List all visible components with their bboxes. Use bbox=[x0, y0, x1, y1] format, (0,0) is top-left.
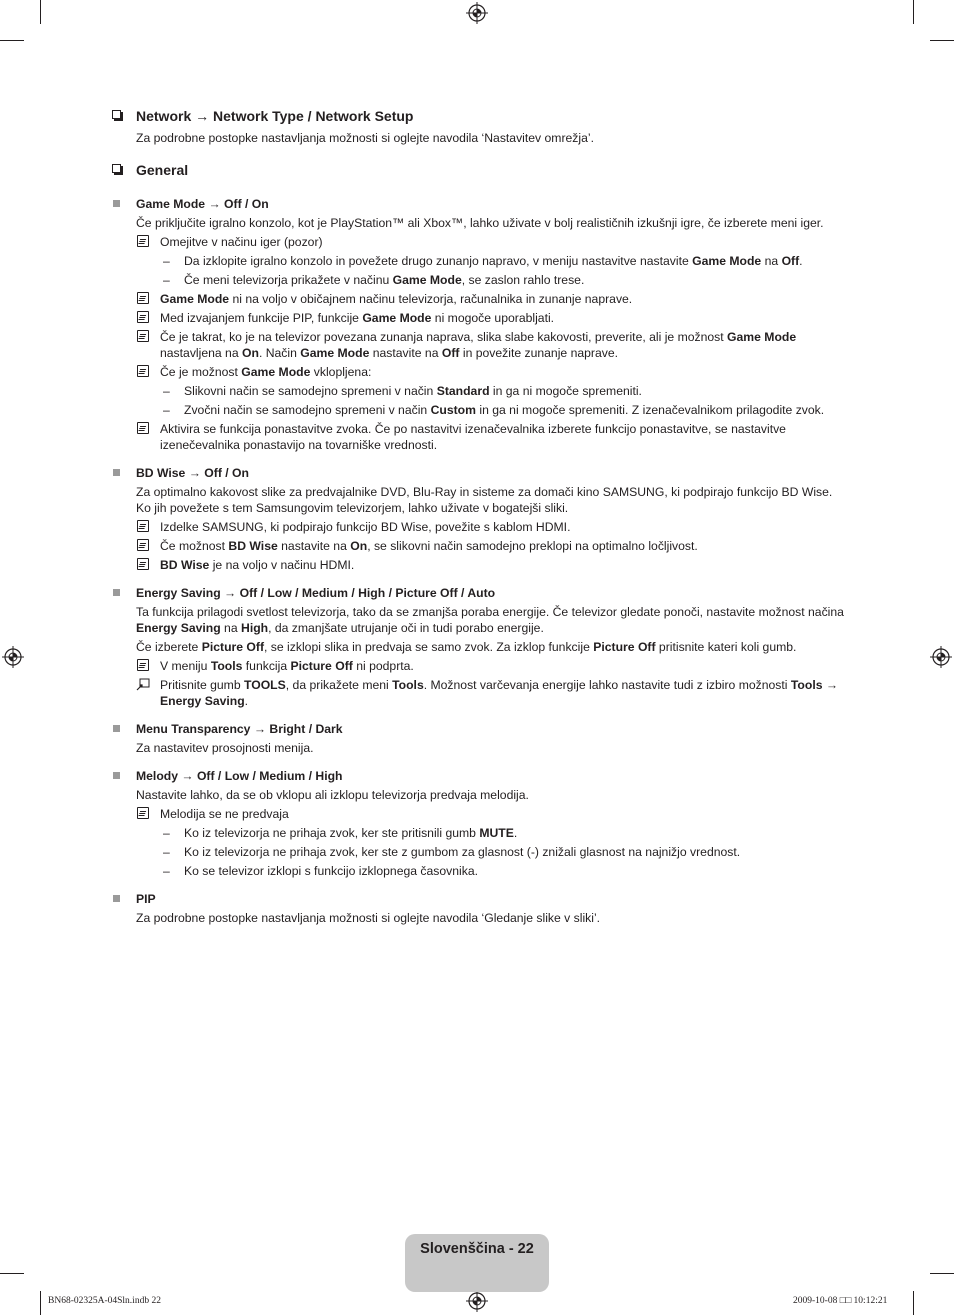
note-item bbox=[112, 291, 848, 307]
text: na bbox=[761, 254, 782, 268]
checkbox-bullet-icon bbox=[112, 110, 121, 119]
bold-term: Off bbox=[781, 254, 800, 268]
text: funkcija bbox=[242, 659, 291, 673]
note-item bbox=[112, 806, 848, 822]
paragraph bbox=[112, 639, 848, 655]
note-item bbox=[112, 310, 848, 326]
bold-term: Game Mode bbox=[392, 273, 462, 287]
text: . bbox=[244, 694, 249, 708]
bold-term: Custom bbox=[430, 403, 476, 417]
page-number: Slovenščina - 22 bbox=[420, 1241, 534, 1257]
crop-mark bbox=[0, 40, 24, 41]
note-icon bbox=[137, 311, 149, 323]
setting-title-menu-transparency bbox=[112, 721, 848, 737]
note-icon bbox=[137, 558, 149, 570]
dash-item bbox=[112, 253, 848, 269]
text: . Možnost varčevanja energije lahko nastavite tudi z izbiro možnosti bbox=[423, 678, 791, 692]
dash-bullet: – bbox=[163, 864, 170, 878]
bold-term: Game Mode bbox=[241, 365, 311, 379]
crop-mark bbox=[913, 1291, 914, 1315]
registration-mark-icon bbox=[2, 646, 24, 668]
dash-item bbox=[112, 402, 848, 418]
text: Med izvajanjem funkcije PIP, funkcije bbox=[160, 311, 363, 325]
text: Da izklopite igralno konzolo in povežete drugo zunanjo napravo, v meniju nastavitve nastavite bbox=[184, 254, 693, 268]
print-file-info: BN68-02325A-04Sln.indb 22 bbox=[48, 1296, 161, 1306]
text: nastavite na bbox=[369, 346, 442, 360]
dash-item bbox=[112, 844, 848, 860]
text: in ga ni mogoče spremeniti. bbox=[489, 384, 642, 398]
note-text: Omejitve v načinu iger (pozor) bbox=[160, 235, 323, 249]
dash-item bbox=[112, 825, 848, 841]
text: Ko se televizor izklopi s funkcijo izklopnega časovnika. bbox=[184, 864, 478, 878]
bold-term: MUTE bbox=[479, 826, 514, 840]
crop-mark bbox=[930, 1273, 954, 1274]
note-text: Izdelke SAMSUNG, ki podpirajo funkcijo BD Wise, povežite s kablom HDMI. bbox=[160, 520, 571, 534]
crop-mark bbox=[0, 1273, 24, 1274]
note-icon bbox=[137, 659, 149, 671]
dash-item bbox=[112, 863, 848, 879]
setting-title-text: Melody → Off / Low / Medium / High bbox=[136, 769, 343, 783]
dash-bullet: – bbox=[163, 845, 170, 859]
note-icon bbox=[137, 520, 149, 532]
note-item bbox=[112, 234, 848, 250]
text: . Način bbox=[258, 346, 301, 360]
square-bullet-icon bbox=[113, 772, 120, 779]
bold-term: Off bbox=[441, 346, 460, 360]
note-item bbox=[112, 421, 848, 453]
bold-term: Tools → bbox=[790, 678, 839, 692]
text: in ga ni mogoče spremeniti. Z izenačevalnikom prilagodite zvok. bbox=[475, 403, 825, 417]
crop-mark bbox=[913, 0, 914, 24]
text: nastavljena na bbox=[160, 346, 242, 360]
square-bullet-icon bbox=[113, 895, 120, 902]
text: , se izklopi slika in predvaja se samo zvok. Za izklop funkcije bbox=[264, 640, 594, 654]
text: Slikovni način se samodejno spremeni v način bbox=[184, 384, 437, 398]
text: Ko iz televizorja ne prihaja zvok, ker ste z gumbom za glasnost (-) znižali glasnost na najnižjo vrednost. bbox=[184, 845, 741, 859]
bold-term: Energy Saving bbox=[136, 621, 221, 635]
text: Ta funkcija prilagodi svetlost televizorja, tako da se zmanjša poraba energije. Če televizor gledate ponoči, nastavite možnost načina bbox=[136, 605, 844, 619]
text: Če možnost bbox=[160, 539, 229, 553]
note-icon bbox=[137, 330, 149, 342]
section-heading-general bbox=[112, 160, 848, 180]
text: . bbox=[513, 826, 518, 840]
registration-mark-icon bbox=[930, 646, 952, 668]
bold-term: Energy Saving bbox=[160, 694, 245, 708]
setting-title-energy-saving bbox=[112, 585, 848, 601]
bold-term: Tools bbox=[210, 659, 243, 673]
dash-item bbox=[112, 272, 848, 288]
text: in povežite zunanje naprave. bbox=[459, 346, 619, 360]
text: na bbox=[220, 621, 242, 635]
setting-title-bd-wise bbox=[112, 465, 848, 481]
bold-term: BD Wise bbox=[228, 539, 278, 553]
bold-term: Picture Off bbox=[593, 640, 656, 654]
note-item bbox=[112, 364, 848, 380]
paragraph: Nastavite lahko, da se ob vklopu ali izklopu televizorja predvaja melodija. bbox=[136, 788, 529, 802]
note-item bbox=[112, 519, 848, 535]
note-item bbox=[112, 538, 848, 554]
note-icon bbox=[137, 539, 149, 551]
registration-mark-icon bbox=[466, 1290, 488, 1312]
text: , da prikažete meni bbox=[285, 678, 393, 692]
text: Zvočni način se samodejno spremeni v način bbox=[184, 403, 431, 417]
note-text: Aktivira se funkcija ponastavitve zvoka. Če po nastavitvi izenačevalnika izberete funkcijo ponastavitve, se nastavitve izenečevalnika ponastavijo na tovarniške vrednosti. bbox=[160, 422, 786, 452]
text: pritisnite kateri koli gumb. bbox=[655, 640, 797, 654]
setting-title-melody bbox=[112, 768, 848, 784]
text: ni mogoče uporabljati. bbox=[431, 311, 555, 325]
text: Če meni televizorja prikažete v načinu bbox=[184, 273, 393, 287]
heading-text: Network → Network Type / Network Setup bbox=[136, 108, 414, 124]
note-item bbox=[112, 658, 848, 674]
bold-term: On bbox=[350, 539, 368, 553]
dash-bullet: – bbox=[163, 384, 170, 398]
square-bullet-icon bbox=[113, 469, 120, 476]
bold-term: TOOLS bbox=[244, 678, 286, 692]
manual-content bbox=[112, 106, 848, 926]
setting-title-pip bbox=[112, 891, 848, 907]
bold-term: BD Wise bbox=[160, 558, 210, 572]
note-icon bbox=[137, 365, 149, 377]
text: Če je takrat, ko je na televizor povezana zunanja naprava, slika slabe kakovosti, preverite, ali je možnost bbox=[160, 330, 728, 344]
section-heading-network bbox=[112, 106, 848, 126]
paragraph: Če priključite igralno konzolo, kot je PlayStation™ ali Xbox™, lahko uživate v bolj realističnih izkušnji igre, če izberete meni iger. bbox=[136, 216, 824, 230]
tools-tip-item bbox=[112, 677, 848, 709]
heading-text: General bbox=[136, 162, 189, 178]
bold-term: High bbox=[241, 621, 269, 635]
checkbox-bullet-icon bbox=[112, 164, 121, 173]
text: Če izberete bbox=[136, 640, 202, 654]
text: , se slikovni način samodejno preklopi na optimalno ločljivost. bbox=[367, 539, 698, 553]
tools-icon bbox=[136, 678, 150, 691]
bold-term: Game Mode bbox=[727, 330, 797, 344]
paragraph: Za podrobne postopke nastavljanja možnosti si oglejte navodila ‘Gledanje slike v sliki’. bbox=[136, 911, 601, 925]
setting-title-text: PIP bbox=[136, 892, 156, 906]
dash-item bbox=[112, 383, 848, 399]
paragraph: Za nastavitev prosojnosti menija. bbox=[136, 741, 314, 755]
text: , da zmanjšate utrujanje oči in tudi porabo energije. bbox=[268, 621, 544, 635]
setting-title-text: Game Mode → Off / On bbox=[136, 197, 269, 211]
setting-title-text: Energy Saving → Off / Low / Medium / High / Picture Off / Auto bbox=[136, 586, 496, 600]
text: Ko iz televizorja ne prihaja zvok, ker ste pritisnili gumb bbox=[184, 826, 480, 840]
dash-bullet: – bbox=[163, 273, 170, 287]
bold-term: Picture Off bbox=[201, 640, 265, 654]
paragraph: Za podrobne postopke nastavljanja možnosti si oglejte navodila ‘Nastavitev omrežja’. bbox=[136, 131, 594, 145]
note-icon bbox=[137, 235, 149, 247]
note-icon bbox=[137, 422, 149, 434]
bold-term: Game Mode bbox=[160, 292, 230, 306]
text: ni na voljo v običajnem načinu televizorja, računalnika in zunanje naprave. bbox=[229, 292, 633, 306]
bold-term: On bbox=[242, 346, 259, 360]
note-icon bbox=[137, 292, 149, 304]
text: Pritisnite gumb bbox=[160, 678, 244, 692]
text: nastavite na bbox=[277, 539, 351, 553]
bold-term: Standard bbox=[436, 384, 490, 398]
square-bullet-icon bbox=[113, 589, 120, 596]
text: V meniju bbox=[160, 659, 211, 673]
text: . bbox=[799, 254, 803, 268]
setting-title-text: BD Wise → Off / On bbox=[136, 466, 249, 480]
bold-term: Game Mode bbox=[362, 311, 432, 325]
dash-bullet: – bbox=[163, 826, 170, 840]
note-icon bbox=[137, 807, 149, 819]
square-bullet-icon bbox=[113, 725, 120, 732]
bold-term: Tools bbox=[392, 678, 424, 692]
bold-term: Picture Off bbox=[290, 659, 353, 673]
text: , se zaslon rahlo trese. bbox=[461, 273, 585, 287]
text: ni podprta. bbox=[352, 659, 414, 673]
note-item bbox=[112, 557, 848, 573]
bold-term: Game Mode bbox=[692, 254, 762, 268]
text: vklopljena: bbox=[310, 365, 372, 379]
dash-bullet: – bbox=[163, 254, 170, 268]
paragraph: Za optimalno kakovost slike za predvajalnike DVD, Blu-Ray in sisteme za domači kino SAMSUNG, ki podpirajo funkcijo BD Wise. Ko jih povežete s tem Samsungovim televizorjem, lahko uživate v bogatejši sliki. bbox=[136, 485, 833, 515]
dash-bullet: – bbox=[163, 403, 170, 417]
crop-mark bbox=[40, 1291, 41, 1315]
text: Če je možnost bbox=[160, 365, 242, 379]
setting-title-game-mode bbox=[112, 196, 848, 212]
bold-term: Game Mode bbox=[300, 346, 370, 360]
print-timestamp: 2009-10-08 □□ 10:12:21 bbox=[793, 1296, 888, 1306]
text: je na voljo v načinu HDMI. bbox=[209, 558, 355, 572]
square-bullet-icon bbox=[113, 200, 120, 207]
crop-mark bbox=[930, 40, 954, 41]
note-text: Melodija se ne predvaja bbox=[160, 807, 289, 821]
setting-title-text: Menu Transparency → Bright / Dark bbox=[136, 722, 343, 736]
registration-mark-icon bbox=[466, 2, 488, 24]
paragraph bbox=[112, 604, 848, 636]
note-item bbox=[112, 329, 848, 361]
crop-mark bbox=[40, 0, 41, 24]
